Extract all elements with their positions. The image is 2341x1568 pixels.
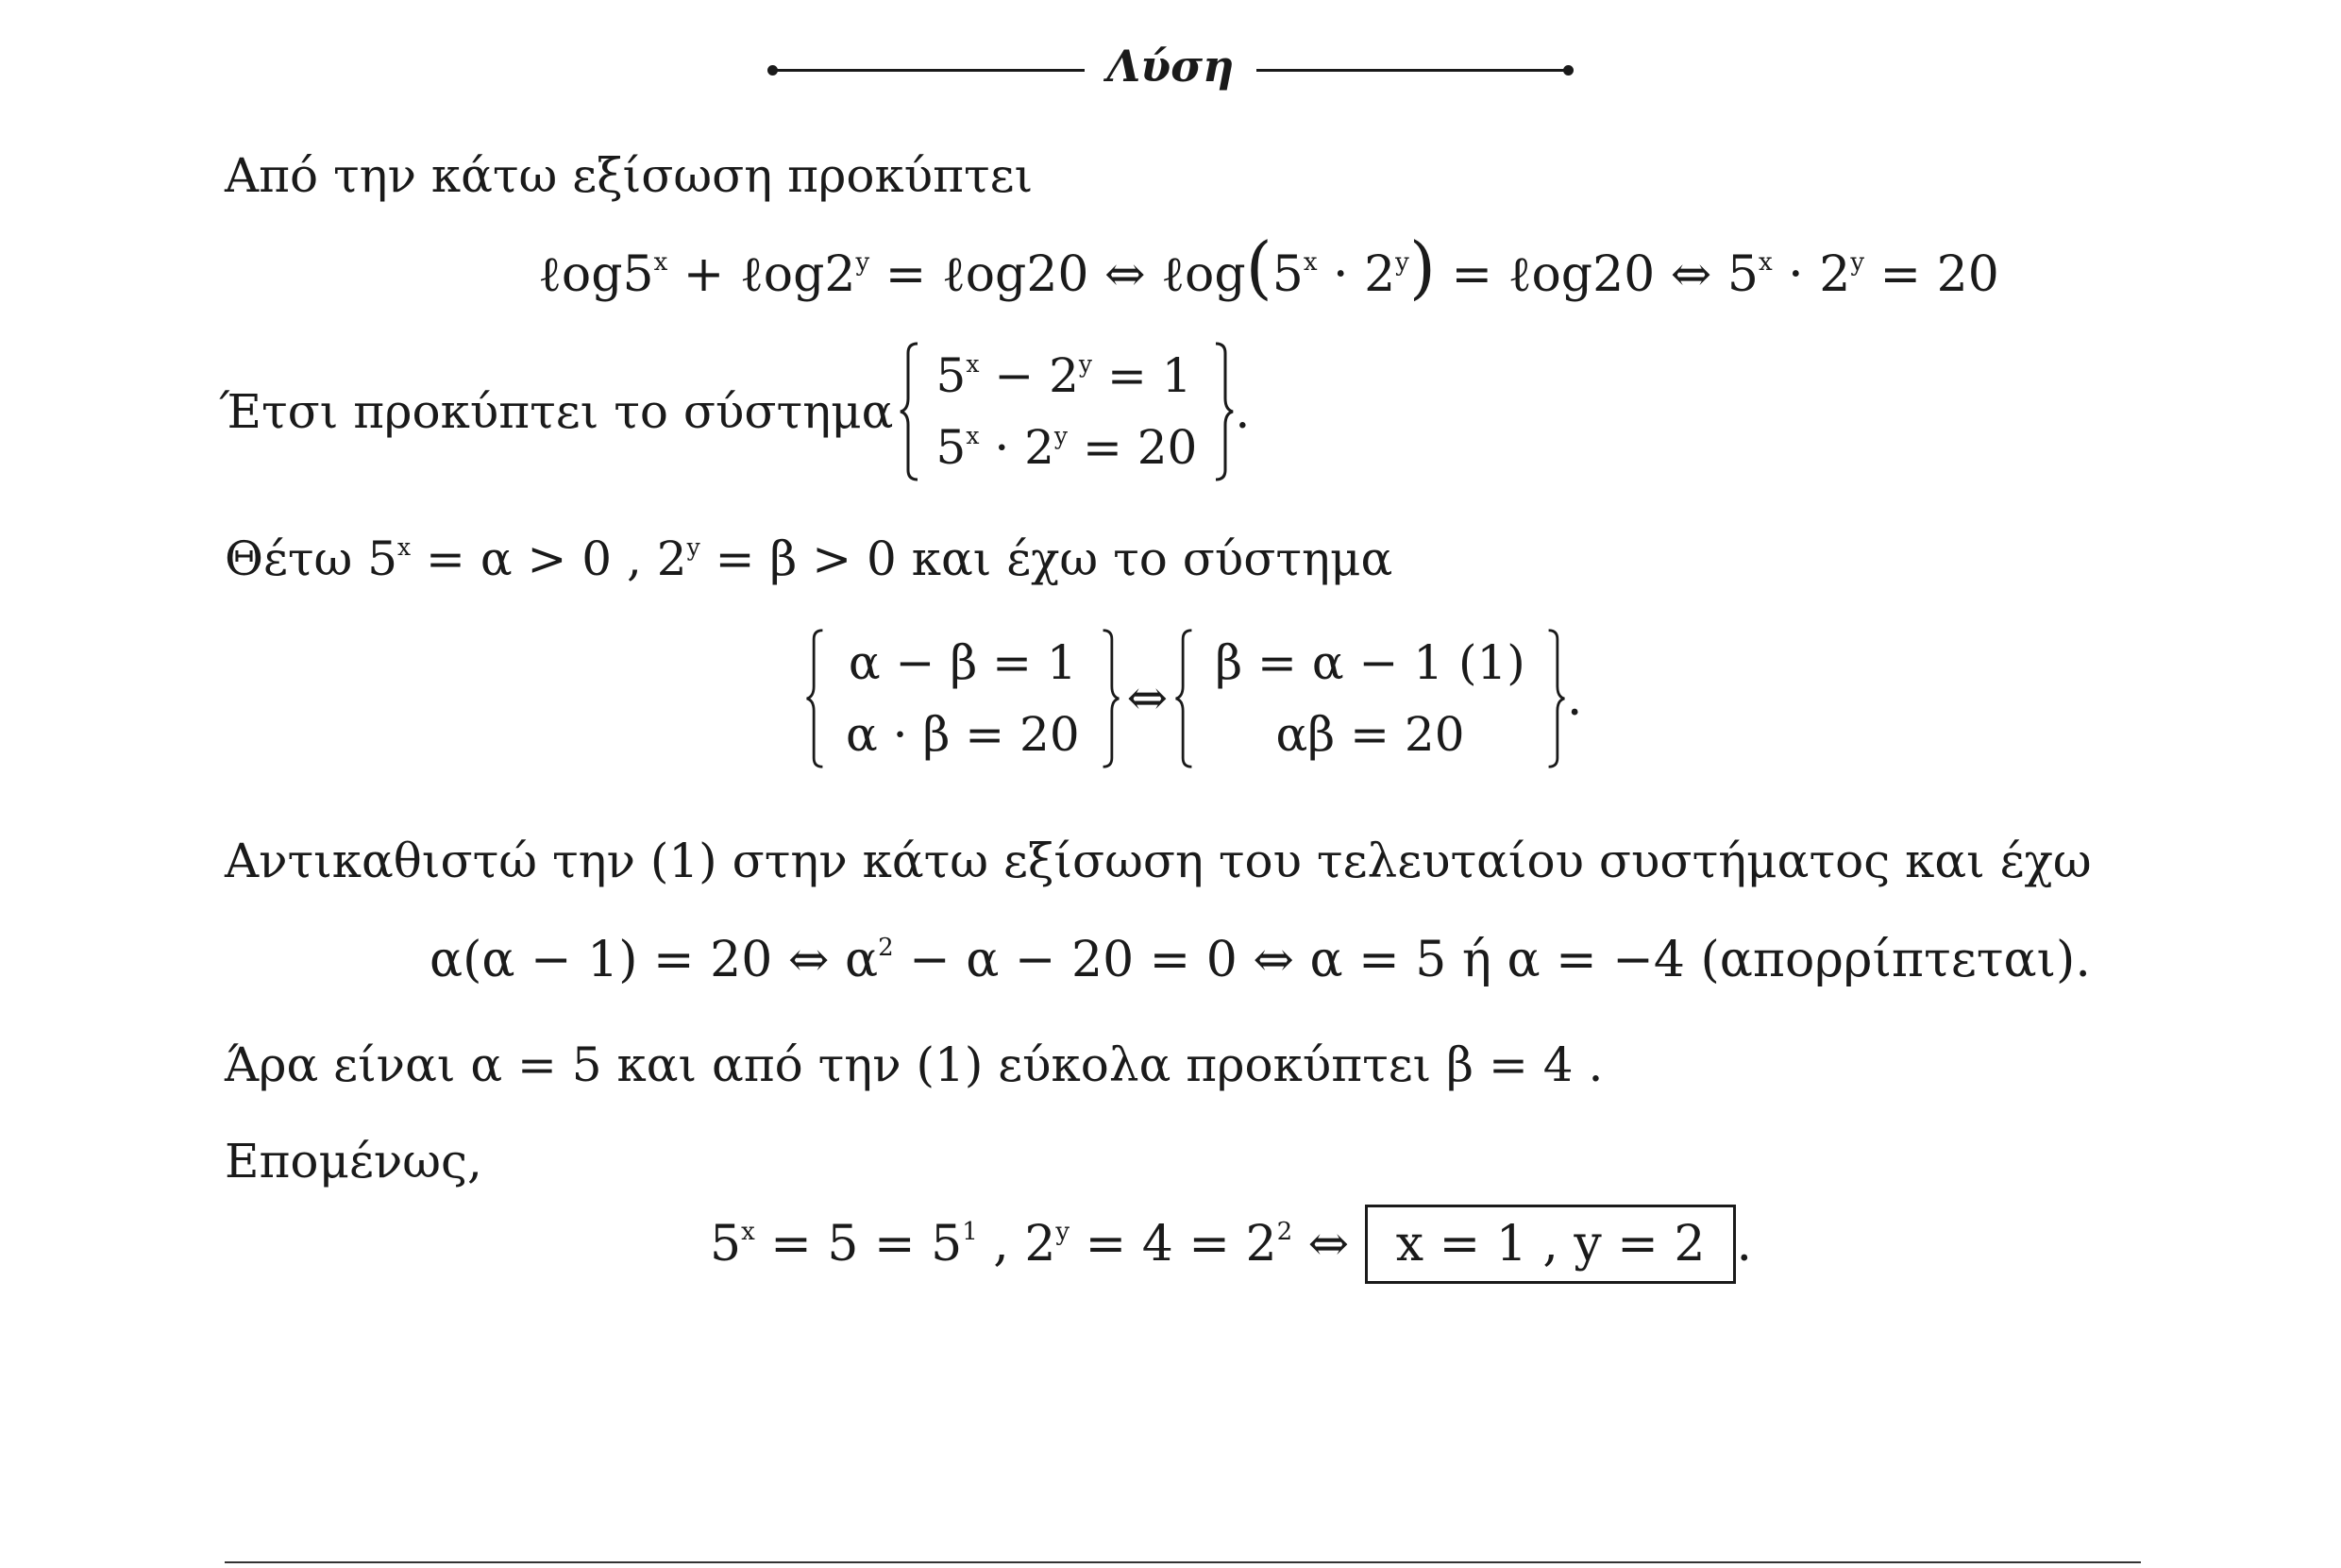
replace-line: Αντικαθιστώ την (1) στην κάτω εξίσωση του τελευταίου συστήματος και έχω bbox=[225, 834, 2092, 888]
system2-left-row2: α · β = 20 bbox=[846, 707, 1080, 762]
boxed-answer: x = 1 , y = 2 bbox=[1365, 1205, 1737, 1284]
system1-row2: $5^x \cdot 2^y = 20$ bbox=[935, 420, 1198, 475]
system-label: Έτσι προκύπτει το σύστημα bbox=[219, 384, 894, 439]
result-line: Άρα είναι α = 5 και από την (1) εύκολα προκύπτει β = 4 . bbox=[225, 1037, 1604, 1092]
section-heading bbox=[0, 38, 2341, 94]
system-line-2: α − β = 1 α · β = 20 ⇔ β = α − 1 (1) αβ = 20 . bbox=[804, 627, 1582, 770]
substitution-line: Θέτω $5^x = \alpha > 0$ , $2^y = \beta > 0$ και έχω το σύστημα bbox=[225, 531, 1393, 586]
heading-rule-right bbox=[1256, 69, 1568, 72]
right-brace bbox=[1099, 627, 1121, 770]
system2-left-row1: α − β = 1 bbox=[848, 635, 1077, 690]
system1-row1: $5^x - 2^y = 1$ bbox=[935, 348, 1192, 403]
log-equation: $\ell og5^x$ + $\ell og2^y$ = ℓog20 ⇔ $\ell og(5^x \cdot 2^y)$ = ℓog20 ⇔ $5^x \cdot 2^y = 20$ bbox=[538, 228, 1999, 307]
left-brace bbox=[899, 340, 921, 483]
bottom-divider bbox=[225, 1561, 2141, 1563]
heading-title: Λύση bbox=[1106, 41, 1235, 92]
iff-symbol: ⇔ bbox=[1126, 670, 1169, 727]
system-block-2-left bbox=[804, 627, 1121, 770]
right-brace bbox=[1544, 627, 1567, 770]
system2-right-row2: αβ = 20 bbox=[1275, 707, 1465, 762]
right-brace bbox=[1212, 340, 1235, 483]
system2-right-row1: β = α − 1 (1) bbox=[1215, 635, 1525, 690]
heading-rule-left bbox=[773, 69, 1085, 72]
intro-line: Από την κάτω εξίσωση προκύπτει bbox=[225, 148, 1034, 203]
system-block-1 bbox=[899, 340, 1236, 483]
left-brace bbox=[1173, 627, 1196, 770]
left-brace bbox=[804, 627, 827, 770]
quadratic-equation: α(α − 1) = 20 ⇔ $\alpha^2 - \alpha - 20 = 0$ ⇔ α = 5 ή α = −4 (απορρίπτεται). bbox=[429, 932, 2091, 988]
system-line-1: Έτσι προκύπτει το σύστημα $5^x - 2^y = 1$ $5^x \cdot 2^y = 20$ . bbox=[219, 340, 1250, 483]
therefore-line: Επομένως, bbox=[225, 1134, 482, 1189]
final-equation: $5^x = 5 = 5^1$ , $2^y = 4 = 2^2$ ⇔ x = 1 , y = 2 . bbox=[710, 1205, 1752, 1284]
system-block-2-right bbox=[1173, 627, 1567, 770]
